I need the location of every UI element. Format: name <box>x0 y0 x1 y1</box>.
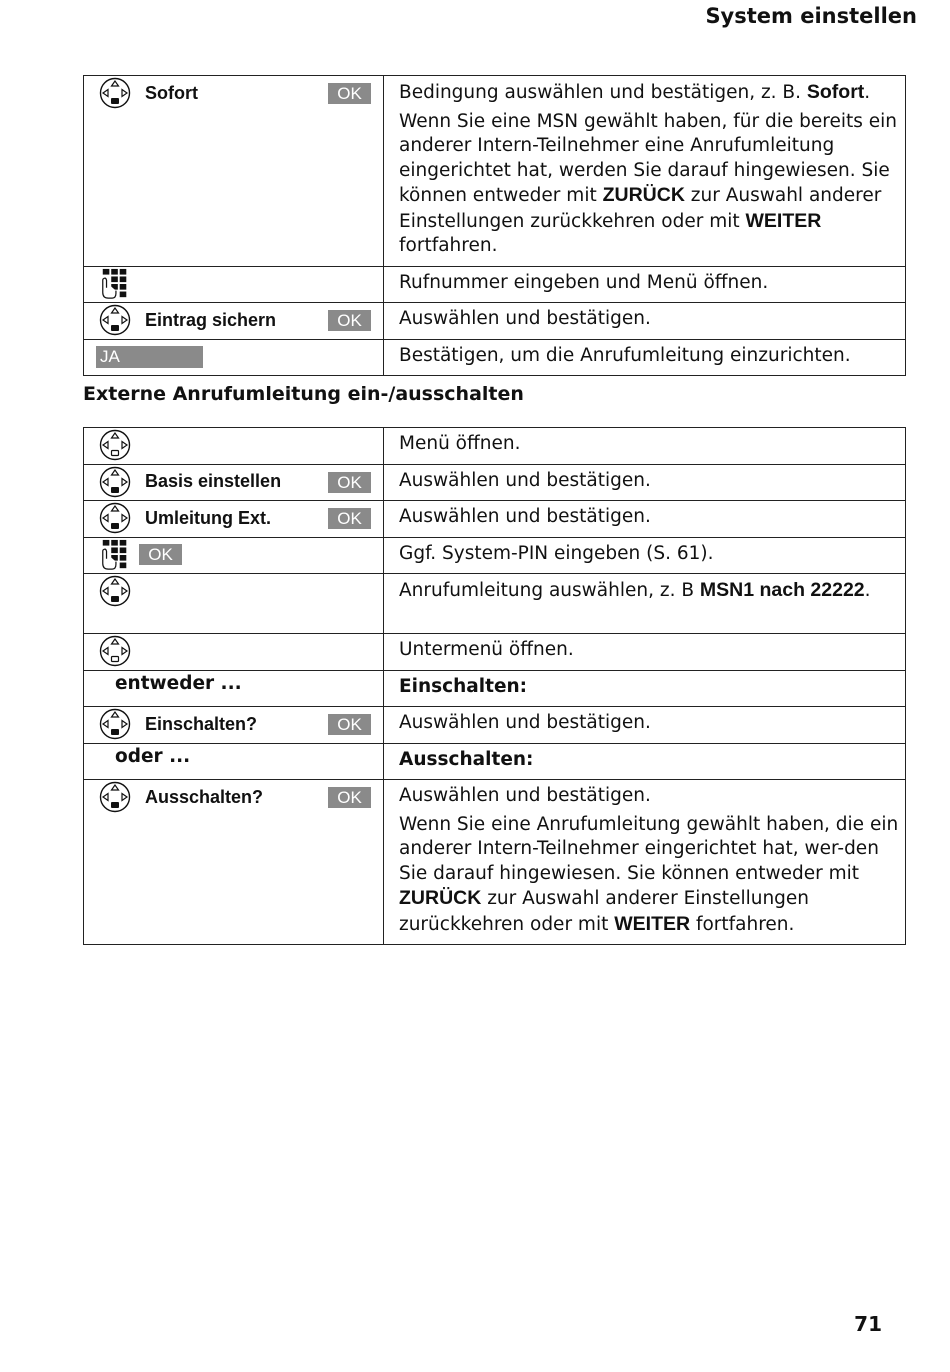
keypad-icon <box>99 538 131 572</box>
table-row <box>84 670 906 707</box>
description-text: Wenn Sie eine Anrufumleitung gewählt haben, die ein anderer Intern-Teilnehmer eingerichtet hat, wer-den Sie darauf hingewiesen. Sie können entweder mit ZURÜCK zur Auswahl anderer Einstellungen zurückkehren oder mit WEITER fortfahren. <box>399 813 899 935</box>
navigation-key-icon <box>99 502 131 534</box>
table-row <box>84 634 906 671</box>
table-row <box>84 743 906 780</box>
step-action-cell <box>84 670 384 707</box>
step-description-cell <box>384 266 906 303</box>
description-text: Wenn Sie eine MSN gewählt haben, für die bereits ein anderer Intern-Teilnehmer eine Anrufumleitung eingerichtet hat, werden Sie darauf hingewiesen. Sie können entweder mit ZURÜCK zur Auswahl anderer Einstellungen zurückkehren oder mit WEITER fortfahren. <box>399 110 898 256</box>
section-heading: Externe Anrufumleitung ein-/ausschalten <box>83 383 524 405</box>
description-text: Bedingung auswählen und bestätigen, z. B. Sofort. <box>399 81 871 103</box>
page-header-title: System einstellen <box>705 4 917 28</box>
description-text: Untermenü öffnen. <box>399 639 574 660</box>
table-row <box>84 537 906 574</box>
step-action-cell <box>84 743 384 780</box>
step-description-cell <box>384 634 906 671</box>
navigation-key-icon <box>99 304 131 336</box>
step-description-cell <box>384 76 906 267</box>
description-text: Bestätigen, um die Anrufumleitung einzurichten. <box>399 344 851 366</box>
display-menu-entry: Basis einstellen <box>145 471 282 491</box>
step-action-cell <box>84 501 384 538</box>
step-description-cell <box>384 339 906 376</box>
display-menu-entry: Sofort <box>145 82 198 103</box>
table-row <box>84 428 906 465</box>
step-description-cell <box>384 537 906 574</box>
display-menu-entry: Eintrag sichern <box>145 309 277 330</box>
option-label: entweder ... <box>115 672 242 694</box>
step-description-cell <box>384 574 906 634</box>
navigation-key-icon <box>99 708 131 740</box>
step-description-cell <box>384 428 906 465</box>
step-action-cell <box>84 780 384 945</box>
option-label: oder ... <box>115 745 191 767</box>
option-heading: Ausschalten: <box>399 748 534 770</box>
step-action-cell <box>84 537 384 574</box>
description-text: Auswählen und bestätigen. <box>399 712 651 733</box>
step-action-cell <box>84 634 384 671</box>
table-row <box>84 303 906 340</box>
navigation-key-icon <box>99 781 131 813</box>
step-action-cell <box>84 339 384 376</box>
description-text: Rufnummer eingeben und Menü öffnen. <box>399 271 769 293</box>
step-action-cell <box>84 266 384 303</box>
ok-softkey: OK <box>328 472 371 493</box>
display-menu-entry: Einschalten? <box>145 713 258 734</box>
step-table-1 <box>83 75 906 376</box>
step-table-2 <box>83 427 906 945</box>
table-row <box>84 266 906 303</box>
step-description-cell <box>384 780 906 945</box>
step-action-cell <box>84 303 384 340</box>
step-description-cell <box>384 303 906 340</box>
table-row <box>84 780 906 945</box>
step-action-cell <box>84 464 384 501</box>
ok-softkey: OK <box>328 714 371 735</box>
description-text: Auswählen und bestätigen. <box>399 308 651 329</box>
step-description-cell <box>384 743 906 780</box>
page-number: 71 <box>854 1312 882 1336</box>
navigation-key-menu-icon <box>99 635 131 667</box>
step-description-cell <box>384 501 906 538</box>
navigation-key-icon <box>99 575 131 607</box>
table-row <box>84 464 906 501</box>
navigation-key-icon <box>99 77 131 109</box>
ok-softkey: OK <box>328 83 371 104</box>
description-text: Auswählen und bestätigen. <box>399 469 651 491</box>
display-menu-entry: Umleitung Ext. <box>145 507 272 528</box>
table-row <box>84 76 906 267</box>
option-heading: Einschalten: <box>399 675 528 697</box>
keypad-icon <box>99 267 131 301</box>
step-action-cell <box>84 76 384 267</box>
step-description-cell <box>384 670 906 707</box>
navigation-key-icon <box>99 466 131 498</box>
step-description-cell <box>384 464 906 501</box>
description-text: Auswählen und bestätigen. <box>399 506 651 527</box>
table-row <box>84 501 906 538</box>
description-text: Ggf. System-PIN eingeben (S. 61). <box>399 542 714 564</box>
ok-softkey: OK <box>328 787 371 808</box>
description-text: Menü öffnen. <box>399 433 521 454</box>
navigation-key-menu-icon <box>99 429 131 461</box>
display-menu-entry: Ausschalten? <box>145 786 264 807</box>
table-row <box>84 574 906 634</box>
description-text: Anrufumleitung auswählen, z. B MSN1 nach 22222. <box>399 579 871 601</box>
step-action-cell <box>84 428 384 465</box>
step-action-cell <box>84 574 384 634</box>
ok-softkey: OK <box>328 310 371 331</box>
table-row <box>84 707 906 744</box>
ok-softkey: OK <box>139 544 182 565</box>
step-action-cell <box>84 707 384 744</box>
description-text: Auswählen und bestätigen. <box>399 785 651 806</box>
table-row <box>84 339 906 376</box>
ja-softkey: JA <box>96 346 203 368</box>
step-description-cell <box>384 707 906 744</box>
ok-softkey: OK <box>328 508 371 529</box>
